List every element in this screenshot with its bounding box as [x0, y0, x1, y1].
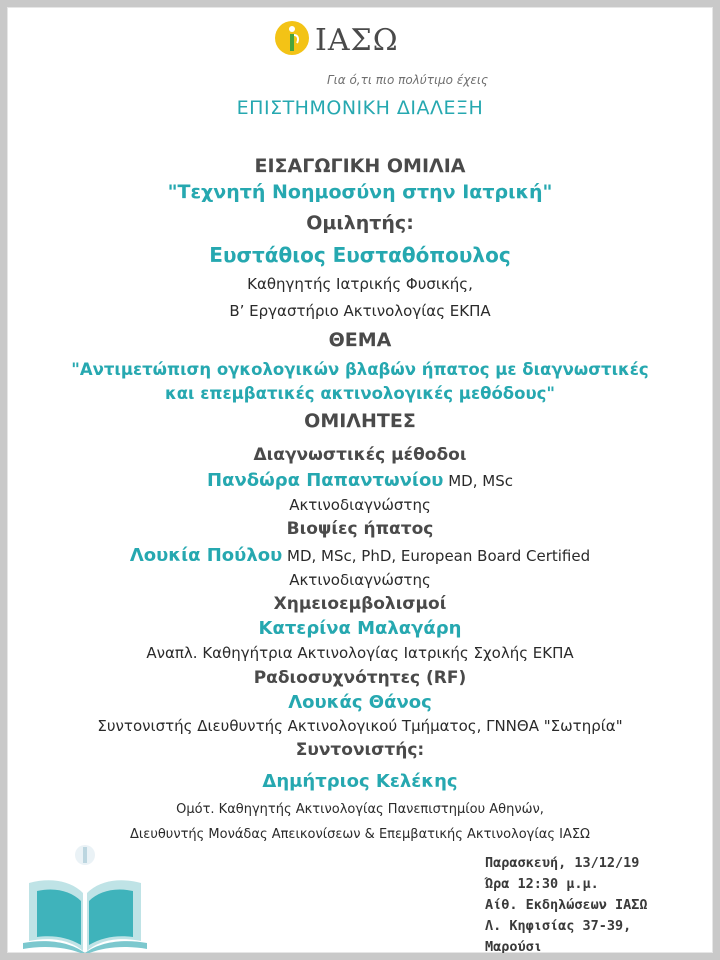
intro-speaker-label: Ομιλητής: [306, 212, 414, 234]
session-speaker-name: Πανδώρα Παπαντωνίου [207, 470, 444, 491]
session-speaker-credentials: MD, MSc, PhD, European Board Certified [282, 547, 591, 565]
session-subject: Βιοψίες ήπατος [286, 519, 434, 539]
logo-figure-icon [283, 25, 301, 53]
topic-line-2: και επεμβατικές ακτινολογικές μεθόδους" [165, 384, 555, 403]
intro-speaker-role-2: Β’ Εργαστήριο Ακτινολογίας ΕΚΠΑ [229, 302, 491, 320]
speakers-heading: ΟΜΙΛΗΤΕΣ [304, 410, 416, 432]
event-time: Ώρα 12:30 μ.μ. [485, 876, 599, 892]
brand-tagline: Για ό,τι πιο πολύτιμο έχεις [326, 73, 489, 87]
session-speaker-role: Ακτινοδιαγνώστης [289, 496, 431, 514]
topic-heading: ΘΕΜΑ [328, 329, 392, 351]
moderator-role-1: Ομότ. Καθηγητής Ακτινολογίας Πανεπιστημίου Αθηνών, [176, 802, 544, 817]
session-subject: Χημειοεμβολισμοί [273, 594, 447, 614]
event-type: ΕΠΙΣΤΗΜΟΝΙΚΗ ΔΙΑΛΕΞΗ [236, 97, 484, 119]
session-speaker [7, 545, 713, 566]
moderator-role-2: Διευθυντής Μονάδας Απεικονίσεων & Επεμβατικής Ακτινολογίας ΙΑΣΩ [130, 827, 590, 842]
session-speaker [7, 470, 713, 491]
session-subject: Ραδιοσυχνότητες (RF) [253, 668, 467, 688]
brand-logo [275, 21, 399, 63]
moderator-name: Δημήτριος Κελέκης [262, 771, 458, 792]
topic-line-1: "Αντιμετώπιση ογκολογικών βλαβών ήπατος με διαγνωστικές [71, 360, 649, 379]
session-speaker-credentials: MD, MSc [443, 472, 513, 490]
event-venue: Αίθ. Εκδηλώσεων ΙΑΣΩ [485, 897, 648, 913]
intro-speaker-role-1: Καθηγητής Ιατρικής Φυσικής, [247, 275, 473, 293]
intro-title: "Τεχνητή Νοημοσύνη στην Ιατρική" [167, 181, 553, 203]
intro-heading: ΕΙΣΑΓΩΓΙΚΗ ΟΜΙΛΙΑ [254, 155, 466, 177]
event-address: Λ. Κηφισίας 37-39, [485, 918, 632, 934]
session-speaker-role: Ακτινοδιαγνώστης [289, 571, 431, 589]
open-book-icon [23, 843, 147, 955]
session-speaker-name: Λουκάς Θάνος [288, 692, 432, 713]
event-details [485, 853, 648, 958]
intro-speaker-name: Ευστάθιος Ευσταθόπουλος [209, 243, 511, 267]
event-date: Παρασκευή, 13/12/19 [485, 855, 640, 871]
session-speaker-name: Κατερίνα Μαλαγάρη [258, 618, 462, 639]
session-speaker-role: Αναπλ. Καθηγήτρια Ακτινολογίας Ιατρικής Σχολής ΕΚΠΑ [146, 644, 574, 662]
session-subject: Διαγνωστικές μέθοδοι [253, 445, 467, 465]
event-city: Μαρούσι [485, 939, 542, 955]
session-speaker-name: Λουκία Πούλου [129, 545, 283, 566]
brand-name: ΙΑΣΩ [315, 23, 399, 58]
moderator-label: Συντονιστής: [295, 740, 425, 760]
session-speaker-role: Συντονιστής Διευθυντής Ακτινολογικού Τμήματος, ΓΝΝΘΑ "Σωτηρία" [97, 717, 623, 735]
